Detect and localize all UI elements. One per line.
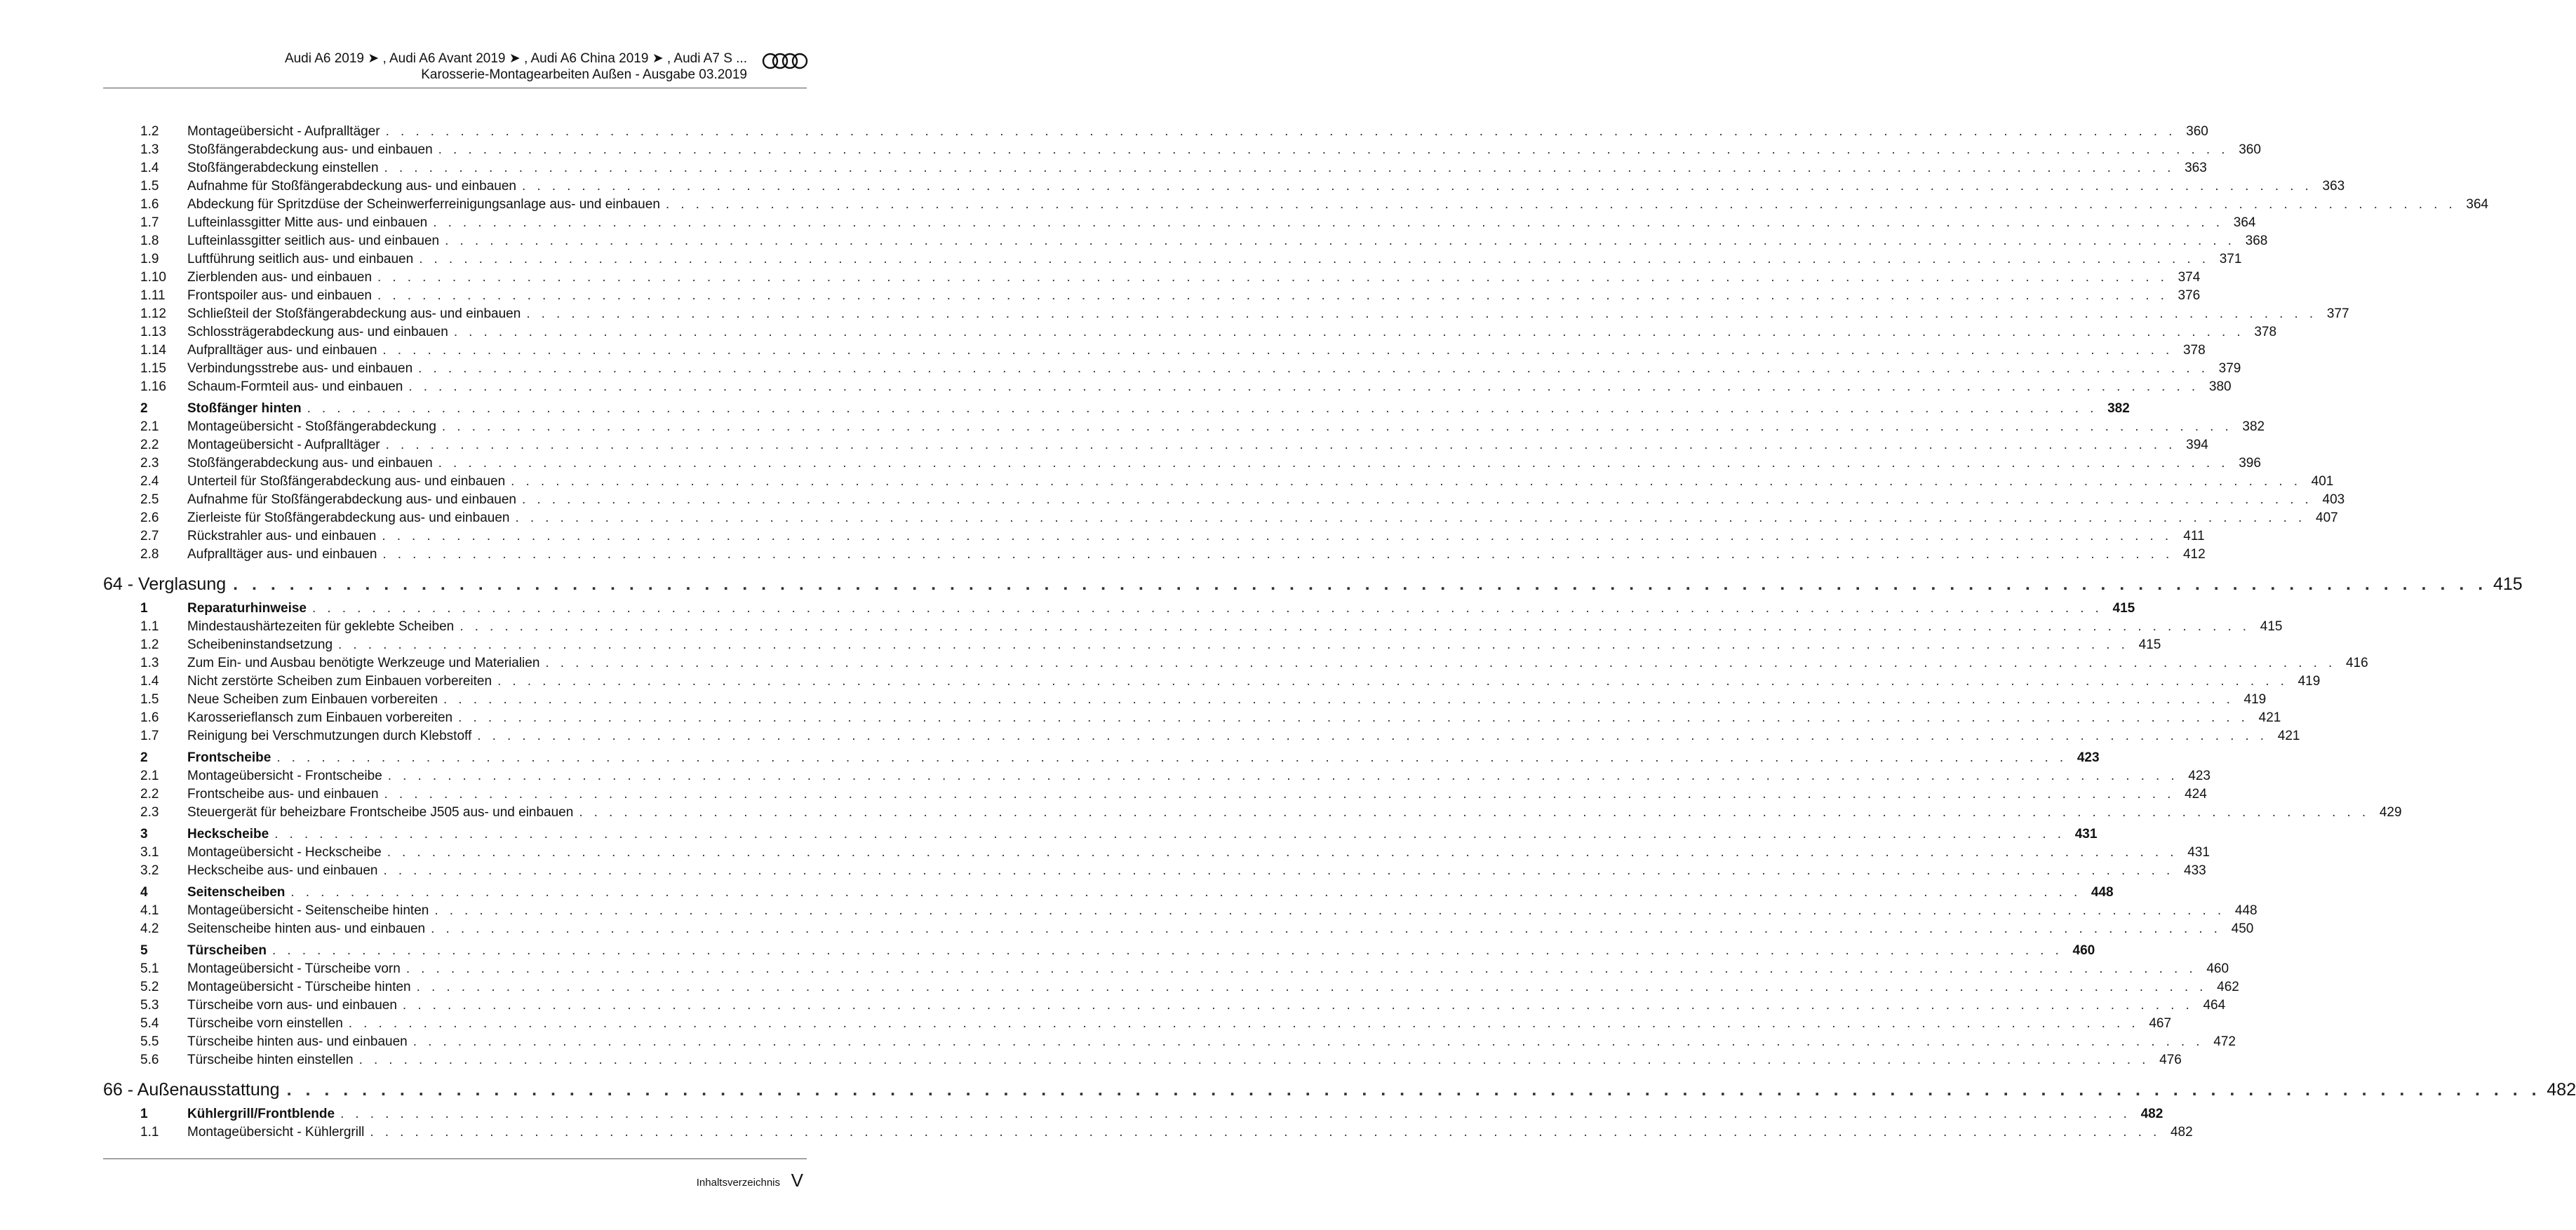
- toc-dot-leader: . . . . . . . . . . . . . . . . . . . . . . . . . . . . . . . . . . . . . . . . . . . . . . . . . . . . . . . . . . . . . . . . . . . . . . . . . . . . . . . . . . . . . . . . . . . . . . . . . . . . . . . . . . . . . . . . . . . . . . . .: [408, 379, 2199, 394]
- toc-entry-title: Frontspoiler aus- und einbauen: [187, 287, 377, 305]
- toc-dot-leader: . . . . . . . . . . . . . . . . . . . . . . . . . . . . . . . . . . . . . . . . . . . . . . . . . . . . . . . . . . . . . . . . . . . . . . . . . . . . . . . . . . . . . . . . . . . . . . . . . . . . . . . . . . . . . . . . . . . . . . . .: [419, 252, 2210, 266]
- page-header: [285, 50, 807, 83]
- toc-dot-leader: . . . . . . . . . . . . . . . . . . . . . . . . . . . . . . . . . . . . . . . . . . . . . . . . . . . . . . . . . . . . . . . . . . . . . . . . . . . . . . . . . . . . . . . . . . . . . . . . . . . . . . . . . . . . . . . . . . . . . . . .: [522, 179, 2313, 194]
- toc-dot-leader: . . . . . . . . . . . . . . . . . . . . . . . . . . . . . . . . . . . . . . . . . . . . . . . . . . . . . . . . . . . . . . . . . . . . . . . . . . . . . . . . . . . . . . . . . . . . . . . . . . . . . . . . . . . . . . . . . . . . . . . .: [453, 325, 2245, 339]
- toc-entry-title: Montageübersicht - Heckscheibe: [187, 844, 387, 862]
- toc-entry[interactable]: [103, 214, 2256, 232]
- toc-entry-title: Rückstrahler aus- und einbauen: [187, 527, 382, 546]
- toc-entry[interactable]: [103, 123, 2208, 141]
- toc-entry-page: 433: [2184, 863, 2206, 878]
- toc-dot-leader: . . . . . . . . . . . . . . . . . . . . . . . . . . . . . . . . . . . . . . . . . . . . . . . . . . . . . . . . . . . . . . . . . . . . . . . . . . . . . . . . . . . . . . . . . . . . . . . . . . . . . . . . . . . . . . . . . . . . . . . .: [387, 769, 2178, 783]
- toc-entry-page: 411: [2183, 529, 2205, 543]
- toc-dot-leader: . . . . . . . . . . . . . . . . . . . . . . . . . . . . . . . . . . . . . . . . . . . . . . . . . . . . . . . . . . . . . . . . . . . . . . . . . . . . . . . . . . . . . . . . . . . . . . . . . . . . . . . . . . . . . . . . . . . . . . . .: [438, 456, 2229, 471]
- toc-entry-title: Steuergerät für beheizbare Frontscheibe J505 aus- und einbauen: [187, 804, 579, 822]
- toc-entry-number: 5.5: [140, 1034, 159, 1049]
- toc-dot-leader: . . . . . . . . . . . . . . . . . . . . . . . . . . . . . . . . . . . . . . . . . . . . . . . . . . . . . . . . . . . . . . . . . . . . . . . . . . . . . . . . . . . . . . . . . . . . . . . . . . . . . . . . . . . . . . . . . . . . . . . .: [522, 492, 2313, 507]
- toc-entry-title: Stoßfänger hinten: [187, 400, 307, 418]
- toc-dot-leader: . . . . . . . . . . . . . . . . . . . . . . . . . . . . . . . . . . . . . . . . . . . . . . . . . . . . . . . . . . . . . . . . . . . . . . . . . . . . . . . . . . . . . . . . . . . . . . . . . . . . . . . . . . . . . . . . . . . . . . . .: [271, 943, 2063, 958]
- toc-entry-page: 382: [2242, 419, 2265, 434]
- toc-dot-leader: . . . . . . . . . . . . . . . . . . . . . . . . . . . . . . . . . . . . . . . . . . . . . . . . . . . . . . . . . . . . . . . . . . . . . . . . . . . . . . . . . . . . . . . . . . . . . . . . . . . . . . . . . . . . . . . . . . . . . . . .: [445, 234, 2236, 248]
- header-vehicle-models: Audi A6 2019 ➤ , Audi A6 Avant 2019 ➤ , Audi A6 China 2019 ➤ , Audi A7 S ...: [284, 51, 747, 66]
- toc-entry[interactable]: [103, 436, 2208, 454]
- toc-entry[interactable]: [103, 305, 2349, 323]
- toc-dot-leader: . . . . . . . . . . . . . . . . . . . . . . . . . . . . . . . . . . . . . . . . . . . . . . . . . . . . . . . . . . . . . . . . . . . . . . . . . . . . . . . . . . . . . . . . . . . . . . . . . . . . . . . . . . . . . . . . . . . . . . . .: [387, 845, 2178, 860]
- toc-entry-title: Türscheibe hinten aus- und einbauen: [187, 1033, 413, 1051]
- toc-entry-page: 423: [2188, 769, 2211, 783]
- toc-dot-leader: . . . . . . . . . . . . . . . . . . . . . . . . . . . . . . . . . . . . . . . . . . . . . . . . . . . . . . . . . . . . . . . . . . . . . . . . . . . . . . . . . . . . . . . . . . . . . . . . . . . . . . . . . . . . . . . . . . . . . . . .: [338, 637, 2129, 652]
- toc-entry-title: Lufteinlassgitter Mitte aus- und einbauen: [187, 214, 433, 232]
- toc-dot-leader: . . . . . . . . . . . . . . . . . . . . . . . . . . . . . . . . . . . . . . . . . . . . . . . . . . . . . . . . . . . . . . . . . . . . . . . . . . . . . . . . . . . . . . . . . . . . . . . . . . . . . . . . . . . . . . . . . . . . . . . .: [402, 998, 2194, 1013]
- toc-entry-title: Stoßfängerabdeckung einstellen: [187, 159, 384, 177]
- toc-entry-page: 476: [2159, 1053, 2182, 1067]
- toc-entry[interactable]: [103, 767, 2211, 785]
- toc-entry-page: 421: [2277, 729, 2300, 743]
- toc-entry-title: Seitenscheiben: [187, 884, 290, 902]
- toc-entry-page: 415: [2260, 619, 2283, 634]
- toc-entry-page: 368: [2245, 234, 2268, 248]
- toc-entry-number: 2.2: [140, 438, 159, 452]
- toc-entry-title: Scheibeninstandsetzung: [187, 636, 338, 654]
- toc-entry-title: Stoßfängerabdeckung aus- und einbauen: [187, 141, 438, 159]
- toc-entry[interactable]: [103, 785, 2207, 804]
- toc-entry-page: 412: [2182, 547, 2206, 562]
- toc-entry-title: Karosserieflansch zum Einbauen vorbereiten: [187, 709, 458, 727]
- toc-entry-number: 2.4: [140, 474, 159, 489]
- toc-dot-leader: . . . . . . . . . . . . . . . . . . . . . . . . . . . . . . . . . . . . . . . . . . . . . . . . . . . . . . . . . . . . . . . . . . . . . . . . . . . . . . . . . . . . . . . . . . . . . . . . . . . . . . . . . . . . . . . . . . . . . . . .: [511, 474, 2302, 489]
- toc-dot-leader: . . . . . . . . . . . . . . . . . . . . . . . . . . . . . . . . . . . . . . . . . . . . . . . . . . . . . . . . . . . . . . . . . . . . . . . . . . . . . . . . . . . . . . . . . . . . . . . . . . . . . . . . . . . . . . . . . . . . . . . .: [233, 574, 2488, 594]
- toc-entry-title: Aufnahme für Stoßfängerabdeckung aus- und einbauen: [187, 491, 522, 509]
- toc-entry[interactable]: [103, 342, 2206, 360]
- toc-entry-title: Heckscheibe: [187, 825, 274, 844]
- toc-entry-page: 431: [2187, 845, 2210, 860]
- toc-entry-page: 460: [2206, 961, 2229, 976]
- toc-entry-number: 4.2: [140, 921, 159, 936]
- toc-entry-number: 1.11: [140, 288, 166, 303]
- toc-dot-leader: . . . . . . . . . . . . . . . . . . . . . . . . . . . . . . . . . . . . . . . . . . . . . . . . . . . . . . . . . . . . . . . . . . . . . . . . . . . . . . . . . . . . . . . . . . . . . . . . . . . . . . . . . . . . . . . . . . . . . . . .: [384, 787, 2175, 802]
- toc-dot-leader: . . . . . . . . . . . . . . . . . . . . . . . . . . . . . . . . . . . . . . . . . . . . . . . . . . . . . . . . . . . . . . . . . . . . . . . . . . . . . . . . . . . . . . . . . . . . . . . . . . . . . . . . . . . . . . . . . . . . . . . .: [382, 529, 2173, 543]
- toc-entry-page: 482: [2170, 1125, 2193, 1140]
- toc-dot-leader: . . . . . . . . . . . . . . . . . . . . . . . . . . . . . . . . . . . . . . . . . . . . . . . . . . . . . . . . . . . . . . . . . . . . . . . . . . . . . . . . . . . . . . . . . . . . . . . . . . . . . . . . . . . . . . . . . . . . . . . .: [377, 288, 2168, 303]
- toc-entry-number: 2.1: [140, 769, 159, 783]
- toc-entry-number: 1.4: [140, 674, 159, 689]
- toc-entry-number: 1.2: [140, 124, 159, 139]
- toc-entry[interactable]: [103, 546, 2206, 564]
- toc-entry-page: 464: [2203, 998, 2226, 1013]
- toc-entry[interactable]: [103, 378, 2232, 396]
- toc-entry-title: Aufnahme für Stoßfängerabdeckung aus- und einbauen: [187, 177, 522, 196]
- toc-entry-number: 2.3: [140, 456, 159, 471]
- toc-entry-number: 5.2: [140, 980, 159, 994]
- toc-entry-title: Kühlergrill/Frontblende: [187, 1105, 340, 1123]
- toc-entry-number: 1: [140, 601, 148, 616]
- toc-entry-title: Montageübersicht - Frontscheibe: [187, 767, 388, 785]
- toc-entry-title: Schließteil der Stoßfängerabdeckung aus- und einbauen: [187, 305, 526, 323]
- toc-entry-number: 2: [140, 750, 148, 765]
- toc-dot-leader: . . . . . . . . . . . . . . . . . . . . . . . . . . . . . . . . . . . . . . . . . . . . . . . . . . . . . . . . . . . . . . . . . . . . . . . . . . . . . . . . . . . . . . . . . . . . . . . . . . . . . . . . . . . . . . . . . . . . . . . .: [385, 124, 2176, 139]
- toc-entry-title: Zierblenden aus- und einbauen: [187, 269, 377, 287]
- toc-entry-page: 394: [2186, 438, 2208, 452]
- toc-dot-leader: . . . . . . . . . . . . . . . . . . . . . . . . . . . . . . . . . . . . . . . . . . . . . . . . . . . . . . . . . . . . . . . . . . . . . . . . . . . . . . . . . . . . . . . . . . . . . . . . . . . . . . . . . . . . . . . . . . . . . . . .: [358, 1053, 2149, 1067]
- toc-entry-title: Türscheibe vorn aus- und einbauen: [187, 996, 403, 1015]
- toc-entry[interactable]: [103, 978, 2239, 996]
- toc-entry[interactable]: [103, 232, 2268, 250]
- toc-entry[interactable]: [103, 618, 2283, 636]
- toc-entry-title: Verbindungsstrebe aus- und einbauen: [187, 360, 418, 378]
- toc-dot-leader: . . . . . . . . . . . . . . . . . . . . . . . . . . . . . . . . . . . . . . . . . . . . . . . . . . . . . . . . . . . . . . . . . . . . . . . . . . . . . . . . . . . . . . . . . . . . . . . . . . . . . . . . . . . . . . . . . . . . . . . .: [412, 1034, 2203, 1049]
- toc-entry[interactable]: [103, 196, 2489, 214]
- toc-entry[interactable]: [103, 862, 2206, 880]
- toc-dot-leader: . . . . . . . . . . . . . . . . . . . . . . . . . . . . . . . . . . . . . . . . . . . . . . . . . . . . . . . . . . . . . . . . . . . . . . . . . . . . . . . . . . . . . . . . . . . . . . . . . . . . . . . . . . . . . . . . . . . . . . . .: [477, 729, 2268, 743]
- toc-entry[interactable]: [103, 323, 2277, 342]
- toc-entry[interactable]: [103, 691, 2267, 709]
- toc-dot-leader: . . . . . . . . . . . . . . . . . . . . . . . . . . . . . . . . . . . . . . . . . . . . . . . . . . . . . . . . . . . . . . . . . . . . . . . . . . . . . . . . . . . . . . . . . . . . . . . . . . . . . . . . . . . . . . . . . . . . . . . .: [385, 438, 2176, 452]
- toc-entry-number: 5.1: [140, 961, 159, 976]
- toc-entry[interactable]: [103, 1051, 2182, 1069]
- toc-entry-page: 396: [2239, 456, 2261, 471]
- toc-dot-leader: . . . . . . . . . . . . . . . . . . . . . . . . . . . . . . . . . . . . . . . . . . . . . . . . . . . . . . . . . . . . . . . . . . . . . . . . . . . . . . . . . . . . . . . . . . . . . . . . . . . . . . . . . . . . . . . . . . . . . . . .: [443, 692, 2234, 707]
- toc-chapter-entry[interactable]: [103, 572, 2523, 596]
- toc-entry-title: 66 - Außenausstattung: [103, 1078, 287, 1102]
- toc-entry-title: Seitenscheibe hinten aus- und einbauen: [187, 920, 431, 938]
- toc-dot-leader: . . . . . . . . . . . . . . . . . . . . . . . . . . . . . . . . . . . . . . . . . . . . . . . . . . . . . . . . . . . . . . . . . . . . . . . . . . . . . . . . . . . . . . . . . . . . . . . . . . . . . . . . . . . . . . . . . . . . . . . .: [286, 1080, 2542, 1100]
- toc-entry-page: 431: [2074, 827, 2098, 842]
- toc-entry-title: Montageübersicht - Aufpralltäger: [187, 123, 386, 141]
- toc-entry-number: 1.1: [140, 1125, 159, 1140]
- toc-entry-number: 1: [140, 1107, 148, 1121]
- toc-entry[interactable]: [103, 509, 2338, 527]
- toc-entry-number: 2.6: [140, 511, 159, 525]
- toc-dot-leader: . . . . . . . . . . . . . . . . . . . . . . . . . . . . . . . . . . . . . . . . . . . . . . . . . . . . . . . . . . . . . . . . . . . . . . . . . . . . . . . . . . . . . . . . . . . . . . . . . . . . . . . . . . . . . . . . . . . . . . . .: [459, 619, 2250, 634]
- toc-entry-page: 403: [2322, 492, 2345, 507]
- toc-entry-page: 462: [2217, 980, 2239, 994]
- toc-entry-number: 1.16: [140, 379, 166, 394]
- toc-entry-page: 424: [2185, 787, 2207, 802]
- toc-entry-title: Reinigung bei Verschmutzungen durch Klebstoff: [187, 727, 477, 745]
- toc-section-entry[interactable]: [103, 942, 2095, 960]
- toc-entry-title: Frontscheibe aus- und einbauen: [187, 785, 384, 804]
- toc-entry-number: 2.1: [140, 419, 159, 434]
- toc-dot-leader: . . . . . . . . . . . . . . . . . . . . . . . . . . . . . . . . . . . . . . . . . . . . . . . . . . . . . . . . . . . . . . . . . . . . . . . . . . . . . . . . . . . . . . . . . . . . . . . . . . . . . . . . . . . . . . . . . . . . . . . .: [458, 710, 2249, 725]
- toc-entry-title: Luftführung seitlich aus- und einbauen: [187, 250, 419, 269]
- toc-dot-leader: . . . . . . . . . . . . . . . . . . . . . . . . . . . . . . . . . . . . . . . . . . . . . . . . . . . . . . . . . . . . . . . . . . . . . . . . . . . . . . . . . . . . . . . . . . . . . . . . . . . . . . . . . . . . . . . . . . . . . . . .: [433, 215, 2224, 230]
- toc-entry[interactable]: [103, 269, 2201, 287]
- toc-dot-leader: . . . . . . . . . . . . . . . . . . . . . . . . . . . . . . . . . . . . . . . . . . . . . . . . . . . . . . . . . . . . . . . . . . . . . . . . . . . . . . . . . . . . . . . . . . . . . . . . . . . . . . . . . . . . . . . . . . . . . . . .: [382, 547, 2173, 562]
- toc-dot-leader: . . . . . . . . . . . . . . . . . . . . . . . . . . . . . . . . . . . . . . . . . . . . . . . . . . . . . . . . . . . . . . . . . . . . . . . . . . . . . . . . . . . . . . . . . . . . . . . . . . . . . . . . . . . . . . . . . . . . . . . .: [418, 361, 2209, 376]
- toc-entry-number: 4.1: [140, 903, 159, 918]
- toc-entry[interactable]: [103, 1015, 2172, 1033]
- toc-entry-title: Reparaturhinweise: [187, 600, 312, 618]
- toc-entry[interactable]: [103, 960, 2229, 978]
- toc-entry-number: 2: [140, 401, 148, 416]
- toc-dot-leader: . . . . . . . . . . . . . . . . . . . . . . . . . . . . . . . . . . . . . . . . . . . . . . . . . . . . . . . . . . . . . . . . . . . . . . . . . . . . . . . . . . . . . . . . . . . . . . . . . . . . . . . . . . . . . . . . . . . . . . . .: [416, 980, 2207, 994]
- toc-entry-title: Montageübersicht - Türscheibe hinten: [187, 978, 417, 996]
- audi-rings-logo: [762, 52, 808, 70]
- toc-entry-title: Aufpralltäger aus- und einbauen: [187, 546, 382, 564]
- toc-dot-leader: . . . . . . . . . . . . . . . . . . . . . . . . . . . . . . . . . . . . . . . . . . . . . . . . . . . . . . . . . . . . . . . . . . . . . . . . . . . . . . . . . . . . . . . . . . . . . . . . . . . . . . . . . . . . . . . . . . . . . . . .: [274, 827, 2065, 842]
- toc-entry-title: Neue Scheiben zum Einbauen vorbereiten: [187, 691, 443, 709]
- toc-entry[interactable]: [103, 527, 2205, 546]
- toc-entry-page: 407: [2316, 511, 2338, 525]
- toc-entry-title: Aufpralltäger aus- und einbauen: [187, 342, 382, 360]
- toc-entry-page: 364: [2233, 215, 2256, 230]
- toc-dot-leader: . . . . . . . . . . . . . . . . . . . . . . . . . . . . . . . . . . . . . . . . . . . . . . . . . . . . . . . . . . . . . . . . . . . . . . . . . . . . . . . . . . . . . . . . . . . . . . . . . . . . . . . . . . . . . . . . . . . . . . . .: [384, 161, 2175, 175]
- toc-entry-number: 3: [140, 827, 148, 842]
- toc-entry-number: 1.1: [140, 619, 159, 634]
- toc-dot-leader: . . . . . . . . . . . . . . . . . . . . . . . . . . . . . . . . . . . . . . . . . . . . . . . . . . . . . . . . . . . . . . . . . . . . . . . . . . . . . . . . . . . . . . . . . . . . . . . . . . . . . . . . . . . . . . . . . . . . . . . .: [290, 885, 2081, 900]
- toc-entry-page: 448: [2234, 903, 2258, 918]
- toc-dot-leader: . . . . . . . . . . . . . . . . . . . . . . . . . . . . . . . . . . . . . . . . . . . . . . . . . . . . . . . . . . . . . . . . . . . . . . . . . . . . . . . . . . . . . . . . . . . . . . . . . . . . . . . . . . . . . . . . . . . . . . . .: [276, 750, 2067, 765]
- toc-dot-leader: . . . . . . . . . . . . . . . . . . . . . . . . . . . . . . . . . . . . . . . . . . . . . . . . . . . . . . . . . . . . . . . . . . . . . . . . . . . . . . . . . . . . . . . . . . . . . . . . . . . . . . . . . . . . . . . . . . . . . . . .: [526, 306, 2317, 321]
- toc-entry-number: 1.10: [140, 270, 166, 285]
- toc-dot-leader: . . . . . . . . . . . . . . . . . . . . . . . . . . . . . . . . . . . . . . . . . . . . . . . . . . . . . . . . . . . . . . . . . . . . . . . . . . . . . . . . . . . . . . . . . . . . . . . . . . . . . . . . . . . . . . . . . . . . . . . .: [405, 961, 2197, 976]
- toc-entry-number: 5.4: [140, 1016, 159, 1031]
- toc-entry[interactable]: [103, 250, 2242, 269]
- toc-entry-title: Frontscheibe: [187, 749, 276, 767]
- toc-section-entry[interactable]: [103, 825, 2098, 844]
- toc-entry-title: Montageübersicht - Türscheibe vorn: [187, 960, 406, 978]
- toc-entry-number: 2.7: [140, 529, 159, 543]
- toc-entry-number: 2.8: [140, 547, 159, 562]
- toc-entry-number: 1.5: [140, 179, 159, 194]
- toc-entry-title: Stoßfängerabdeckung aus- und einbauen: [187, 454, 438, 473]
- toc-entry-title: 64 - Verglasung: [103, 572, 233, 596]
- toc-entry-number: 1.6: [140, 197, 159, 212]
- toc-entry-page: 419: [2243, 692, 2267, 707]
- toc-entry[interactable]: [103, 418, 2265, 436]
- toc-entry[interactable]: [103, 727, 2300, 745]
- toc-entry[interactable]: [103, 473, 2334, 491]
- toc-entry-page: 450: [2231, 921, 2254, 936]
- toc-entry[interactable]: [103, 454, 2261, 473]
- toc-dot-leader: . . . . . . . . . . . . . . . . . . . . . . . . . . . . . . . . . . . . . . . . . . . . . . . . . . . . . . . . . . . . . . . . . . . . . . . . . . . . . . . . . . . . . . . . . . . . . . . . . . . . . . . . . . . . . . . . . . . . . . . .: [545, 656, 2336, 670]
- toc-entry-page: 380: [2208, 379, 2232, 394]
- toc-entry-number: 1.12: [140, 306, 166, 321]
- toc-entry-number: 1.2: [140, 637, 159, 652]
- toc-entry-number: 1.15: [140, 361, 166, 376]
- header-manual-title: Karosserie-Montagearbeiten Außen - Ausgabe 03.2019: [421, 67, 747, 82]
- toc-dot-leader: . . . . . . . . . . . . . . . . . . . . . . . . . . . . . . . . . . . . . . . . . . . . . . . . . . . . . . . . . . . . . . . . . . . . . . . . . . . . . . . . . . . . . . . . . . . . . . . . . . . . . . . . . . . . . . . . . . . . . . . .: [382, 343, 2173, 358]
- toc-entry[interactable]: [103, 709, 2281, 727]
- toc-entry-number: 5: [140, 943, 148, 958]
- toc-entry-number: 1.4: [140, 161, 159, 175]
- toc-entry-page: 371: [2219, 252, 2242, 266]
- toc-entry[interactable]: [103, 1033, 2236, 1051]
- toc-entry-page: 382: [2107, 401, 2130, 416]
- toc-entry-page: 360: [2186, 124, 2208, 139]
- table-of-contents: [103, 123, 2576, 1142]
- toc-entry-number: 1.7: [140, 215, 159, 230]
- toc-entry-page: 401: [2311, 474, 2334, 489]
- toc-entry-title: Zum Ein- und Ausbau benötigte Werkzeuge und Materialien: [187, 654, 545, 673]
- toc-entry-number: 3.1: [140, 845, 159, 860]
- toc-entry-number: 1.7: [140, 729, 159, 743]
- toc-entry-title: Montageübersicht - Aufpralltäger: [187, 436, 386, 454]
- toc-entry[interactable]: [103, 673, 2321, 691]
- toc-entry[interactable]: [103, 844, 2210, 862]
- toc-entry-title: Türscheiben: [187, 942, 272, 960]
- toc-entry-page: 429: [2379, 805, 2402, 820]
- toc-entry-page: 482: [2140, 1107, 2164, 1121]
- toc-entry[interactable]: [103, 159, 2207, 177]
- toc-entry-page: 363: [2322, 179, 2345, 194]
- toc-entry-title: Montageübersicht - Stoßfängerabdeckung: [187, 418, 442, 436]
- toc-entry-title: Türscheibe hinten einstellen: [187, 1051, 359, 1069]
- toc-entry-title: Montageübersicht - Seitenscheibe hinten: [187, 902, 434, 920]
- toc-entry-title: Unterteil für Stoßfängerabdeckung aus- und einbauen: [187, 473, 511, 491]
- toc-entry-page: 467: [2149, 1016, 2172, 1031]
- toc-entry-number: 1.5: [140, 692, 159, 707]
- toc-entry[interactable]: [103, 654, 2368, 673]
- toc-section-entry[interactable]: [103, 400, 2130, 418]
- toc-dot-leader: . . . . . . . . . . . . . . . . . . . . . . . . . . . . . . . . . . . . . . . . . . . . . . . . . . . . . . . . . . . . . . . . . . . . . . . . . . . . . . . . . . . . . . . . . . . . . . . . . . . . . . . . . . . . . . . . . . . . . . . .: [434, 903, 2225, 918]
- toc-entry-number: 5.3: [140, 998, 159, 1013]
- toc-chapter-entry[interactable]: [103, 1078, 2576, 1102]
- toc-entry[interactable]: [103, 141, 2261, 159]
- toc-section-entry[interactable]: [103, 749, 2100, 767]
- toc-entry-page: 415: [2112, 601, 2135, 616]
- toc-entry-title: Nicht zerstörte Scheiben zum Einbauen vorbereiten: [187, 673, 497, 691]
- toc-entry[interactable]: [103, 636, 2161, 654]
- footer-divider: [103, 1158, 807, 1159]
- toc-entry-page: 363: [2185, 161, 2207, 175]
- toc-entry[interactable]: [103, 996, 2226, 1015]
- toc-dot-leader: . . . . . . . . . . . . . . . . . . . . . . . . . . . . . . . . . . . . . . . . . . . . . . . . . . . . . . . . . . . . . . . . . . . . . . . . . . . . . . . . . . . . . . . . . . . . . . . . . . . . . . . . . . . . . . . . . . . . . . . .: [497, 674, 2288, 689]
- toc-entry-page: 415: [2138, 637, 2161, 652]
- toc-entry-number: 1.9: [140, 252, 159, 266]
- toc-entry-page: 421: [2258, 710, 2281, 725]
- toc-entry[interactable]: [103, 920, 2254, 938]
- toc-dot-leader: . . . . . . . . . . . . . . . . . . . . . . . . . . . . . . . . . . . . . . . . . . . . . . . . . . . . . . . . . . . . . . . . . . . . . . . . . . . . . . . . . . . . . . . . . . . . . . . . . . . . . . . . . . . . . . . . . . . . . . . .: [348, 1016, 2140, 1031]
- toc-dot-leader: . . . . . . . . . . . . . . . . . . . . . . . . . . . . . . . . . . . . . . . . . . . . . . . . . . . . . . . . . . . . . . . . . . . . . . . . . . . . . . . . . . . . . . . . . . . . . . . . . . . . . . . . . . . . . . . . . . . . . . . .: [312, 601, 2103, 616]
- toc-entry-number: 1.13: [140, 325, 166, 339]
- toc-section-entry[interactable]: [103, 1105, 2164, 1123]
- toc-entry-number: 2.2: [140, 787, 159, 802]
- toc-dot-leader: . . . . . . . . . . . . . . . . . . . . . . . . . . . . . . . . . . . . . . . . . . . . . . . . . . . . . . . . . . . . . . . . . . . . . . . . . . . . . . . . . . . . . . . . . . . . . . . . . . . . . . . . . . . . . . . . . . . . . . . .: [441, 419, 2233, 434]
- toc-entry-number: 2.5: [140, 492, 159, 507]
- toc-entry-page: 360: [2239, 142, 2261, 157]
- toc-entry[interactable]: [103, 1123, 2193, 1142]
- toc-entry-page: 415: [2493, 574, 2523, 594]
- toc-dot-leader: . . . . . . . . . . . . . . . . . . . . . . . . . . . . . . . . . . . . . . . . . . . . . . . . . . . . . . . . . . . . . . . . . . . . . . . . . . . . . . . . . . . . . . . . . . . . . . . . . . . . . . . . . . . . . . . . . . . . . . . .: [340, 1107, 2131, 1121]
- toc-dot-leader: . . . . . . . . . . . . . . . . . . . . . . . . . . . . . . . . . . . . . . . . . . . . . . . . . . . . . . . . . . . . . . . . . . . . . . . . . . . . . . . . . . . . . . . . . . . . . . . . . . . . . . . . . . . . . . . . . . . . . . . .: [579, 805, 2370, 820]
- toc-entry[interactable]: [103, 804, 2402, 822]
- toc-entry-number: 2.3: [140, 805, 159, 820]
- toc-entry-number: 1.3: [140, 656, 159, 670]
- toc-entry-page: 379: [2218, 361, 2241, 376]
- toc-entry[interactable]: [103, 902, 2258, 920]
- toc-entry-title: Türscheibe vorn einstellen: [187, 1015, 349, 1033]
- toc-entry-page: 377: [2326, 306, 2349, 321]
- toc-entry-title: Mindestaushärtezeiten für geklebte Scheiben: [187, 618, 459, 636]
- toc-entry-title: Schlossträgerabdeckung aus- und einbauen: [187, 323, 454, 342]
- toc-entry-title: Zierleiste für Stoßfängerabdeckung aus- und einbauen: [187, 509, 515, 527]
- toc-entry-page: 423: [2077, 750, 2100, 765]
- toc-entry-page: 460: [2072, 943, 2095, 958]
- toc-section-entry[interactable]: [103, 600, 2135, 618]
- toc-entry-number: 1.3: [140, 142, 159, 157]
- toc-entry[interactable]: [103, 287, 2201, 305]
- toc-dot-leader: . . . . . . . . . . . . . . . . . . . . . . . . . . . . . . . . . . . . . . . . . . . . . . . . . . . . . . . . . . . . . . . . . . . . . . . . . . . . . . . . . . . . . . . . . . . . . . . . . . . . . . . . . . . . . . . . . . . . . . . .: [383, 863, 2174, 878]
- toc-dot-leader: . . . . . . . . . . . . . . . . . . . . . . . . . . . . . . . . . . . . . . . . . . . . . . . . . . . . . . . . . . . . . . . . . . . . . . . . . . . . . . . . . . . . . . . . . . . . . . . . . . . . . . . . . . . . . . . . . . . . . . . .: [665, 197, 2457, 212]
- toc-entry-page: 364: [2466, 197, 2489, 212]
- toc-dot-leader: . . . . . . . . . . . . . . . . . . . . . . . . . . . . . . . . . . . . . . . . . . . . . . . . . . . . . . . . . . . . . . . . . . . . . . . . . . . . . . . . . . . . . . . . . . . . . . . . . . . . . . . . . . . . . . . . . . . . . . . .: [438, 142, 2229, 157]
- toc-entry-page: 376: [2178, 288, 2201, 303]
- toc-entry-title: Abdeckung für Spritzdüse der Scheinwerferreinigungsanlage aus- und einbauen: [187, 196, 666, 214]
- toc-entry[interactable]: [103, 177, 2345, 196]
- footer-page-number: V: [791, 1170, 803, 1191]
- toc-entry-title: Montageübersicht - Kühlergrill: [187, 1123, 370, 1142]
- toc-entry-page: 448: [2091, 885, 2114, 900]
- toc-dot-leader: . . . . . . . . . . . . . . . . . . . . . . . . . . . . . . . . . . . . . . . . . . . . . . . . . . . . . . . . . . . . . . . . . . . . . . . . . . . . . . . . . . . . . . . . . . . . . . . . . . . . . . . . . . . . . . . . . . . . . . . .: [515, 511, 2306, 525]
- toc-entry[interactable]: [103, 360, 2241, 378]
- toc-entry-page: 482: [2547, 1080, 2576, 1100]
- toc-dot-leader: . . . . . . . . . . . . . . . . . . . . . . . . . . . . . . . . . . . . . . . . . . . . . . . . . . . . . . . . . . . . . . . . . . . . . . . . . . . . . . . . . . . . . . . . . . . . . . . . . . . . . . . . . . . . . . . . . . . . . . . .: [377, 270, 2168, 285]
- toc-section-entry[interactable]: [103, 884, 2114, 902]
- toc-entry-page: 378: [2254, 325, 2277, 339]
- toc-entry-page: 416: [2345, 656, 2368, 670]
- toc-entry-page: 378: [2182, 343, 2206, 358]
- toc-entry-title: Lufteinlassgitter seitlich aus- und einbauen: [187, 232, 445, 250]
- toc-entry[interactable]: [103, 491, 2345, 509]
- toc-entry-page: 374: [2178, 270, 2201, 285]
- toc-entry-title: Schaum-Formteil aus- und einbauen: [187, 378, 408, 396]
- toc-dot-leader: . . . . . . . . . . . . . . . . . . . . . . . . . . . . . . . . . . . . . . . . . . . . . . . . . . . . . . . . . . . . . . . . . . . . . . . . . . . . . . . . . . . . . . . . . . . . . . . . . . . . . . . . . . . . . . . . . . . . . . . .: [307, 401, 2098, 416]
- toc-entry-title: Heckscheibe aus- und einbauen: [187, 862, 383, 880]
- toc-entry-page: 472: [2213, 1034, 2236, 1049]
- toc-entry-number: 3.2: [140, 863, 159, 878]
- footer-section-label: Inhaltsverzeichnis: [696, 1177, 780, 1189]
- toc-dot-leader: . . . . . . . . . . . . . . . . . . . . . . . . . . . . . . . . . . . . . . . . . . . . . . . . . . . . . . . . . . . . . . . . . . . . . . . . . . . . . . . . . . . . . . . . . . . . . . . . . . . . . . . . . . . . . . . . . . . . . . . .: [370, 1125, 2161, 1140]
- toc-entry-number: 1.6: [140, 710, 159, 725]
- toc-dot-leader: . . . . . . . . . . . . . . . . . . . . . . . . . . . . . . . . . . . . . . . . . . . . . . . . . . . . . . . . . . . . . . . . . . . . . . . . . . . . . . . . . . . . . . . . . . . . . . . . . . . . . . . . . . . . . . . . . . . . . . . .: [431, 921, 2222, 936]
- toc-entry-number: 4: [140, 885, 148, 900]
- toc-entry-number: 1.8: [140, 234, 159, 248]
- toc-entry-number: 5.6: [140, 1053, 159, 1067]
- toc-entry-page: 419: [2297, 674, 2321, 689]
- toc-entry-number: 1.14: [140, 343, 166, 358]
